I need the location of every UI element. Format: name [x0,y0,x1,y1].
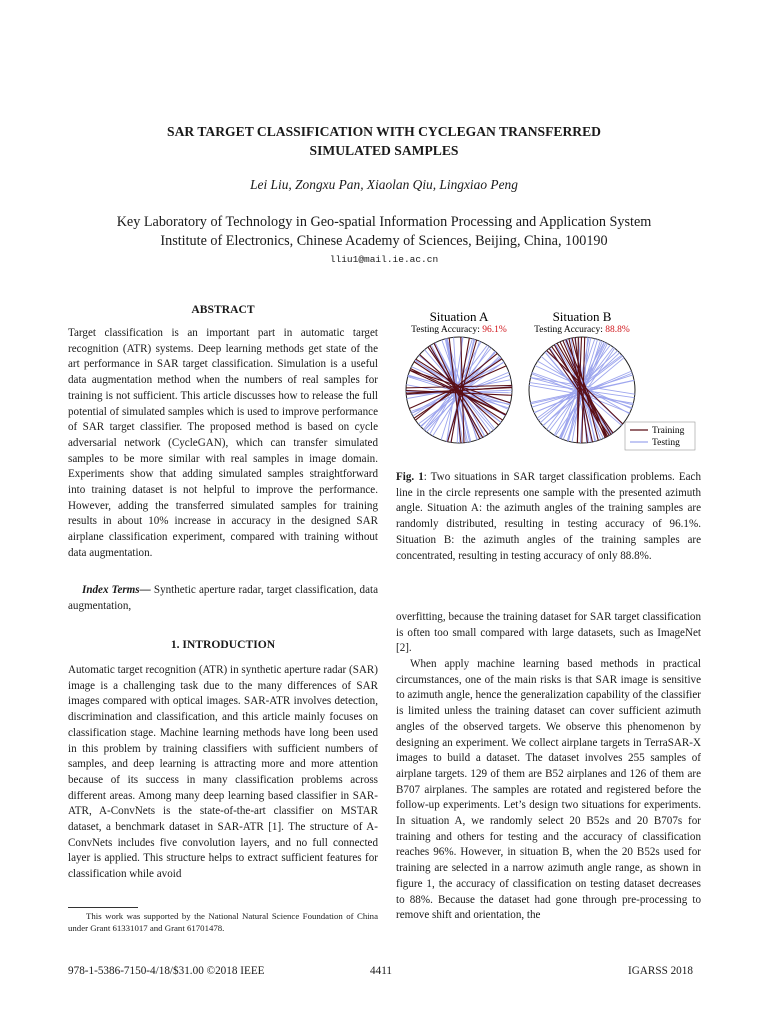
figure-1 [396,302,701,460]
situation-b-label: Situation B [552,309,612,324]
author-list: Lei Liu, Zongxu Pan, Xiaolan Qiu, Lingxiao Peng [250,177,518,192]
abstract-text: Target classification is an important part in automatic target recognition (ATR) systems. Deep learning methods get state of the art performance in SAR target classification. Simulation is a useful data augmentation method when the numbers of real samples for training is not sufficient. This article discusses how to release the full potential of simulated samples which is used to improve performance of SAR target classifier. The proposed method is based on cycle adversarial network (CycleGAN), which can transfer simulated samples to be more similar with real samples in image domain. Experiments show that adding simulated samples straightforward into training dataset is not helpful to improve the performance. However, adding the transferred simulated samples for training results in about 10% increase in accuracy in the designed SAR airplane classification experiment, compared with training without data augmentation. [68,327,378,559]
affiliation-line-1: Key Laboratory of Technology in Geo-spatial Information Processing and Application System [116,214,652,230]
accuracy-b [534,325,630,335]
affiliation-line-2: Institute of Electronics, Chinese Academy of Sciences, Beijing, China, 100190 [160,233,608,249]
accuracy-a-label: Testing Accuracy: [411,325,480,335]
legend-testing-label: Testing [652,438,680,448]
accuracy-a-value: 96.1% [482,325,507,335]
title-line-1: SAR TARGET CLASSIFICATION WITH CYCLEGAN TRANSFERRED [167,124,601,139]
situation-a-circle [406,337,512,443]
situation-b-circle [529,337,635,443]
intro-text: Automatic target recognition (ATR) in synthetic aperture radar (SAR) image is a challenging task due to the many differences of SAR images compared with optical images. SAR-ATR involves detection, discrimination and classification, and this article mainly focuses on classification stage. Machine learning methods have long been used in this problem by training classifiers with sufficient numbers of samples, and deep learning is attracting more and more attention because of its success in many classification problems across different areas. Among many deep learning based classifier in SAR-ATR, A-ConvNets is the state-of-the-art classifier on MSTAR dataset, a benchmark dataset in SAR-ATR [1]. The structure of A-ConvNets includes five convolution layers, and no full connected layer is applied. This structure helps to extract sufficient features for classification while avoid [68,664,378,881]
figure-caption [396,470,701,564]
title-line-2: SIMULATED SAMPLES [309,143,459,158]
affiliation [60,213,708,251]
figure-caption-text: : Two situations in SAR target classification problems. Each line in the circle represents one sample with the presented azimuth angle. Situation A: the azimuth angles of the training samples are randomly distributed, resulting in testing accuracy of 96.1%. Situation B: the azimuth angles of the training samples are concentrated, resulting in testing accuracy of only 88.8%. [396,471,702,562]
situation-a-label: Situation A [429,309,489,324]
right-para-2: When apply machine learning based methods in practical circumstances, one of the main risks is that SAR image is sensitive to azimuth angle, hence the generalization capability of the classifier is limited unless the training dataset can cover sufficient azimuth angles of the observed targets. We observe this phenomenon by designing an experiment. We collect airplane targets in TerraSAR-X images to build a dataset. The dataset involves 255 samples of airplane targets. 129 of them are B52 airplanes and 126 of them are B707 airplanes. The samples are rotated and registered before the follow-up experiments. Let’s design two situations for experiments. In situation A, we randomly select 20 B52s and 20 B707s for training and others for testing and the accuracy of classification reaches 96%. However, in situation B, when the 20 B52s used for training are selected in a narrow azimuth angle range, as shown in figure 1, the accuracy of classification on testing dataset decreases to 88%. Because the dataset had gone through pre-processing to remove shift and orientation, the [396,658,701,922]
accuracy-b-value: 88.8% [605,325,630,335]
index-terms-text: Synthetic aperture radar, target classification, data augmentation, [68,584,378,612]
index-terms [68,583,378,614]
footer-page-number: 4411 [370,965,392,977]
footer-conference: IGARSS 2018 [628,965,693,977]
accuracy-b-label: Testing Accuracy: [534,325,603,335]
index-terms-label: Index Terms— [82,584,151,596]
footer-copyright: 978-1-5386-7150-4/18/$31.00 ©2018 IEEE [68,965,265,977]
intro-heading: 1. INTRODUCTION [170,638,276,651]
figure-caption-label: Fig. 1 [396,471,424,483]
paper-title [60,122,708,160]
author-email: lliu1@mail.ie.ac.cn [329,254,439,265]
right-para-1: overfitting, because the training dataset for SAR target classification is often too small compared with large datasets, such as ImageNet [2]. [396,611,701,655]
footnote: This work was supported by the National Natural Science Foundation of China under Grant 61331017 and Grant 61701478. [68,911,378,933]
legend [625,422,695,450]
abstract-heading: ABSTRACT [191,303,255,316]
legend-training-label: Training [652,426,685,436]
accuracy-a [411,325,507,335]
footnote-rule [68,907,138,908]
